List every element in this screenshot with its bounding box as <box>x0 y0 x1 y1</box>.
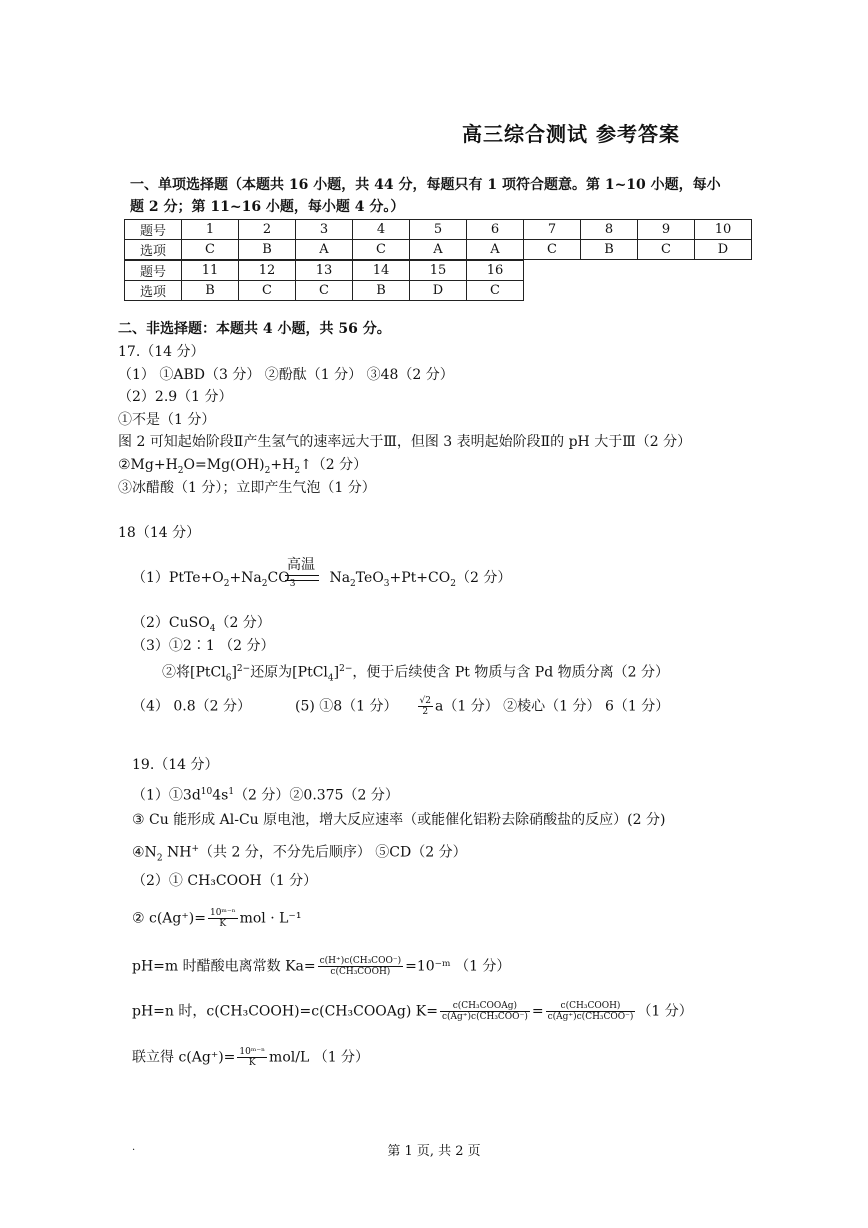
table-cell: 1 <box>182 220 239 240</box>
table-cell: 16 <box>467 261 524 281</box>
table-row <box>125 281 524 301</box>
q17-line: ③冰醋酸（1 分）；立即产生气泡（1 分） <box>118 480 376 496</box>
table-cell: 9 <box>638 220 695 240</box>
table-row <box>125 240 752 260</box>
table-cell: D <box>695 240 752 260</box>
table-cell: 12 <box>239 261 296 281</box>
table-cell: 4 <box>353 220 410 240</box>
table-row <box>125 261 524 281</box>
q19-line: ③ Cu 能形成 Al-Cu 原电池，增大反应速率（或能催化铝粉去除硝酸盐的反应）(2 分) <box>132 812 666 828</box>
table-cell: 3 <box>296 220 353 240</box>
table-cell: 11 <box>182 261 239 281</box>
page-footer: 第 1 页, 共 2 页 <box>387 1144 481 1159</box>
q17-line: ①不是（1 分） <box>118 412 216 428</box>
q19-formula: pH=m 时醋酸电离常数 Ka= $\frac{\text{c(H⁺)c(CH₃COO⁻)}}{\text{c(CH₃COOH)}}$ =10⁻ᵐ （1 分） <box>132 956 511 977</box>
table-cell: A <box>296 240 353 260</box>
q18-heading: 18（14 分） <box>118 525 201 541</box>
row-label-answer: 选项 <box>125 281 182 301</box>
q19-formula: pH=n 时，c(CH₃COOH)=c(CH₃COOAg) K= $\frac{\text{c(CH₃COOAg)}}{\text{c(Ag⁺)c(CH₃COO⁻)}}$ = $\frac{\text{c(CH₃COOH)}}{\text{c(Ag⁺)c(CH₃COO⁻)}}$ （1 分） <box>132 1001 693 1022</box>
q18-equation: $(1)PtTe+O_2+Na_2CO_3$ $Na_2TeO_3+Pt+CO_2(2$ 分） <box>132 570 512 589</box>
q19-formula: ② c(Ag⁺)= $\frac{\text{10ᵐ⁻ⁿ}}{K}$ mol · L⁻¹ <box>132 908 302 929</box>
q17-line: （2）2.9（1 分） <box>118 389 233 405</box>
row-label-question: 题号 <box>125 261 182 281</box>
table-cell: B <box>239 240 296 260</box>
section2-heading: 二、非选择题：本题共 4 小题，共 56 分。 <box>118 321 391 337</box>
table-cell: 14 <box>353 261 410 281</box>
table-cell: C <box>353 240 410 260</box>
q18-line: （2）CuSO$_4$（2 分） <box>132 615 271 634</box>
section1-heading-line1: 一、单项选择题（本题共 16 小题，共 44 分，每题只有 1 项符合题意。第 1~10 小题，每小 <box>130 177 721 193</box>
row-label-question: 题号 <box>125 220 182 240</box>
q19-line: $④N_2$ NH+（共 2 分，不分先后顺序） ⑤CD（2 分） <box>132 844 467 864</box>
table-cell: D <box>410 281 467 301</box>
answer-table-1 <box>124 219 752 260</box>
table-cell: 7 <box>524 220 581 240</box>
q19-formula: 联立得 c(Ag⁺)= $\frac{\text{10ᵐ⁻ⁿ}}{K}$ mol/L （1 分） <box>132 1047 370 1068</box>
table-cell: B <box>581 240 638 260</box>
table-cell: 8 <box>581 220 638 240</box>
q17-equation: $②Mg+H_2O=Mg(OH)_2+H_2↑(2$ 分） <box>118 457 368 476</box>
q17-heading: 17.（14 分） <box>118 344 205 360</box>
table-cell: 13 <box>296 261 353 281</box>
table-cell: B <box>182 281 239 301</box>
section1-heading-line2: 题 2 分；第 11~16 小题，每小题 4 分。） <box>130 199 405 215</box>
q18-line: （3）①2∶1 （2 分） <box>132 638 275 654</box>
table-cell: 5 <box>410 220 467 240</box>
table-cell: C <box>182 240 239 260</box>
q19-heading: 19.（14 分） <box>132 757 219 773</box>
row-label-answer: 选项 <box>125 240 182 260</box>
q18-line: ②将[PtCl$_6$]$^{2-}$还原为[PtCl$_4$]$^{2-}$，便于后续使含 Pt 物质与含 Pd 物质分离（2 分） <box>162 664 669 684</box>
table-cell: C <box>524 240 581 260</box>
table-cell: 2 <box>239 220 296 240</box>
page-title: 高三综合测试 参考答案 <box>462 122 680 146</box>
table-cell: C <box>296 281 353 301</box>
footer-dot: . <box>132 1142 136 1153</box>
table-cell: 10 <box>695 220 752 240</box>
q17-line: 图 2 可知起始阶段Ⅱ产生氢气的速率远大于Ⅲ，但图 3 表明起始阶段Ⅱ的 pH 大于Ⅲ（2 分） <box>118 434 692 450</box>
q19-line: $(1)①3d^{10}4s^1(2$ 分）②0.375（2 分） <box>132 787 399 804</box>
q18-line: （4） 0.8（2 分） (5) ①8（1 分） $\frac{√2}{2}$ a（1 分） ②棱心（1 分） 6（1 分） <box>132 696 670 717</box>
answer-table-2 <box>124 260 524 301</box>
table-row <box>125 220 752 240</box>
q19-line: （2）① CH₃COOH（1 分） <box>132 873 318 889</box>
table-cell: C <box>638 240 695 260</box>
q17-line: （1） ①ABD（3 分） ②酚酞（1 分） ③48（2 分） <box>118 367 454 383</box>
table-cell: A <box>467 240 524 260</box>
table-cell: A <box>410 240 467 260</box>
table-cell: C <box>239 281 296 301</box>
table-cell: 15 <box>410 261 467 281</box>
reaction-condition: 高温 <box>287 557 315 573</box>
table-cell: B <box>353 281 410 301</box>
table-cell: C <box>467 281 524 301</box>
table-cell: 6 <box>467 220 524 240</box>
